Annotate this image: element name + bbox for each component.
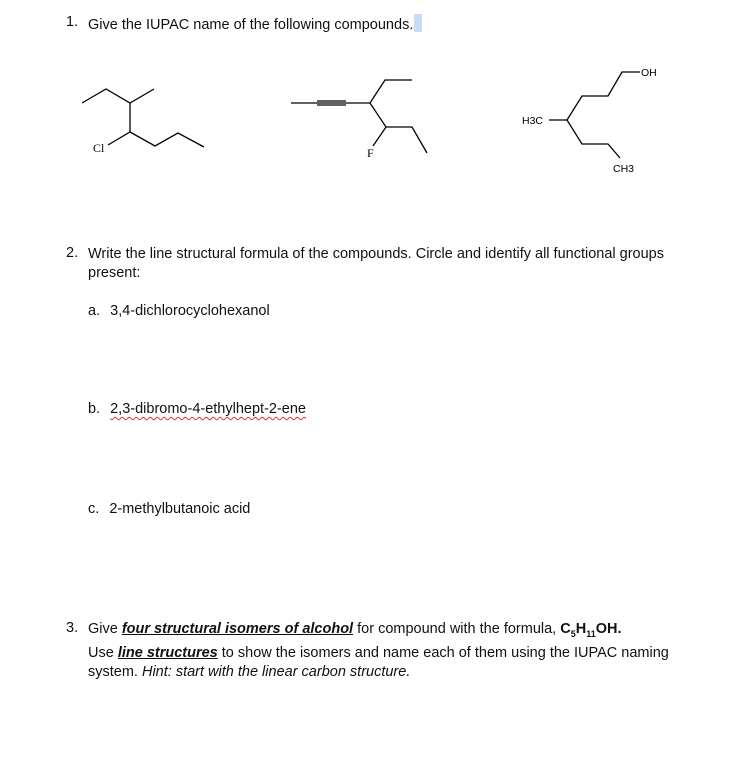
- structure-1-bottom-chain: [130, 132, 204, 147]
- structure-1-top-chain: [82, 89, 154, 103]
- q2-number: 2.: [66, 245, 79, 261]
- q2-item-b: [88, 401, 306, 417]
- q2-text: [88, 245, 664, 283]
- q2-item-c: [88, 501, 250, 517]
- structure-3-h3c-label: H3C: [522, 115, 544, 127]
- q3-part2: for compound with the formula,: [353, 621, 561, 637]
- q3-number: 3.: [66, 620, 79, 636]
- structures-figure: [0, 0, 754, 230]
- structure-1: [82, 89, 204, 147]
- q3-line2: [88, 644, 728, 663]
- q1-question: Give the IUPAC name of the following compounds.: [88, 17, 414, 33]
- q2-item-a: [88, 303, 270, 319]
- q2-item-c-name: 2-methylbutanoic acid: [109, 501, 251, 517]
- q3-emphasis-line-structures: line structures: [117, 644, 218, 661]
- structure-1-cl-label: Cl: [93, 141, 105, 155]
- q3-part1: Give: [88, 621, 122, 637]
- structure-3-top-chain: [567, 72, 640, 120]
- structure-2-top-branch: [370, 80, 412, 103]
- structure-3-oh-label: OH: [641, 67, 657, 79]
- q2-item-b-letter: b.: [88, 401, 101, 417]
- q3-line3: [88, 663, 728, 682]
- structure-2-bottom-chain: [370, 103, 427, 153]
- q3-line1: [88, 620, 728, 644]
- structure-3-ch3-label: CH3: [613, 163, 635, 175]
- structure-2-f-bond: [373, 127, 386, 146]
- q3-line2-part2: to show the isomers and name each of them using the IUPAC naming: [217, 644, 669, 661]
- q3-line2-part1: Use: [88, 644, 118, 661]
- structure-3-bottom-chain: [567, 120, 620, 158]
- structure-3: [549, 72, 640, 158]
- q3-hint: Hint: start with the linear carbon structure.: [141, 663, 411, 680]
- q2-item-c-letter: c.: [88, 501, 100, 517]
- structure-2-f-label: F: [367, 146, 374, 160]
- q2-item-a-name: 3,4-dichlorocyclohexanol: [110, 303, 270, 319]
- q2-item-b-name: 2,3-dibromo-4-ethylhept-2-ene: [110, 401, 306, 417]
- q2-line2: present:: [88, 265, 141, 281]
- q3-line3-text: system.: [88, 663, 142, 680]
- q3-text: [88, 620, 728, 682]
- structure-1-cl-bond: [108, 132, 130, 145]
- q3-emphasis-alcohol-isomers: four structural isomers of alcohol: [121, 621, 354, 637]
- q1-number: 1.: [66, 14, 79, 30]
- q2-line1: Write the line structural formula of the compounds. Circle and identify all functional groups: [88, 246, 664, 262]
- structure-2: [291, 80, 427, 153]
- q2-item-a-letter: a.: [88, 303, 101, 319]
- q3-formula: $C_5H_{11}OH$.: [560, 621, 622, 639]
